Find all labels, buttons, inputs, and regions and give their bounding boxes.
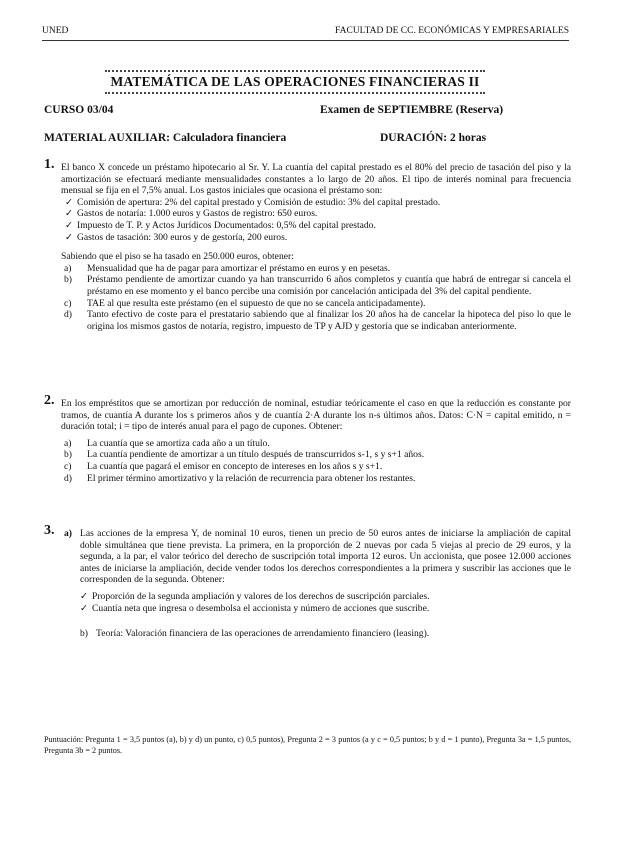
check-icon: ✓ [65, 208, 74, 220]
question-1-number: 1. [44, 157, 55, 172]
exam-title: MATEMÁTICA DE LAS OPERACIONES FINANCIERAS II [105, 70, 486, 94]
question-1-item [61, 263, 571, 275]
question-3-number: 3. [44, 523, 55, 538]
item-text: Tanto efectivo de coste para el prestatario sabiendo que al finalizar los 20 años ha de cancelar la hipoteca del piso lo que le origina los mismos gastos de notaría, registro, impuesto de TP y AJD y gestoría que se indicaban anteriormente. [87, 309, 571, 332]
item-text: La cuantía que pagará el emisor en concepto de intereses en los años s y s+1. [87, 460, 383, 472]
question-3b [80, 628, 571, 640]
question-2-intro: En los empréstitos que se amortizan por reducción de nominal, estudiar teóricamente el caso en que la reducción es constante por tramos, de cuantía A durante los s primeros años y de cuantía 2·A durante los n-s últimos años. Datos: C·N = capital emitido, n = duración total; i = tipo de interés anual para el pago de cupones. Obtener: [61, 398, 571, 433]
cost-item [65, 232, 571, 244]
question-2-number: 2. [44, 393, 55, 408]
item-letter: c) [64, 297, 72, 309]
check-text: Cuantía neta que ingresa o desembolsa el accionista y número de acciones que suscribe. [92, 602, 430, 614]
scoring-footer: Puntuación: Pregunta 1 = 3,5 puntos (a), b) y d) un punto, c) 0,5 puntos), Pregunta 2 = 3 puntos (a y c = 0,5 puntos; b y d = 1 punto), Pregunta 3a = 1,5 puntos, Pregunta 3b = 2 puntos. [44, 735, 571, 755]
question-3a-check [80, 591, 571, 603]
question-1-intro: El banco X concede un préstamo hipotecario al Sr. Y. La cuantía del capital prestado es el 80% del precio de tasación del piso y la amortización se efectuará mediante mensualidades constantes a lo largo de 20 años. El tipo de interés nominal para frecuencia mensual se fija en el 7,5% anual. Los gastos iniciales que ocasiona el préstamo son: [61, 162, 571, 197]
item-text: La cuantía que se amortiza cada año a un título. [87, 437, 270, 449]
title-wrap [90, 70, 500, 92]
question-1-item [61, 309, 571, 332]
item-letter: b) [64, 274, 72, 286]
material-label: MATERIAL AUXILIAR: Calculadora financiera [44, 132, 287, 144]
check-icon: ✓ [80, 590, 89, 602]
cost-item [65, 208, 571, 220]
item-letter: d) [64, 309, 72, 321]
item-text: TAE al que resulta este préstamo (en el supuesto de que no se cancela anticipadamente). [87, 297, 426, 309]
item-letter: b) [64, 449, 72, 461]
item-letter: c) [64, 460, 72, 472]
exam-label: Examen de SEPTIEMBRE (Reserva) [320, 104, 504, 116]
check-icon: ✓ [65, 219, 74, 231]
cost-item [65, 197, 571, 209]
item-letter: a) [64, 437, 72, 449]
cost-text: Gastos de tasación: 300 euros y de gestoría, 200 euros. [77, 231, 288, 243]
duration-label: DURACIÓN: 2 horas [380, 132, 487, 144]
question-2-item [61, 461, 571, 473]
item-text: La cuantía pendiente de amortizar a un título después de transcurridos s-1, s y s+1 años. [87, 449, 425, 461]
question-1 [44, 157, 571, 332]
header-university: UNED [42, 26, 69, 36]
question-3a-letter: a) [64, 528, 72, 539]
cost-text: Impuesto de T. P. y Actos Jurídicos Documentados: 0,5% del capital prestado. [77, 219, 376, 231]
question-1-item [61, 298, 571, 310]
course-label: CURSO 03/04 [44, 104, 114, 116]
item-letter: a) [64, 262, 72, 274]
header-faculty: FACULTAD DE CC. ECONÓMICAS Y EMPRESARIALES [335, 26, 569, 36]
check-icon: ✓ [65, 231, 74, 243]
item-letter: b) [80, 628, 88, 640]
cost-text: Gastos de notaría: 1.000 euros y Gastos de registro: 650 euros. [77, 208, 318, 220]
item-letter: d) [64, 472, 72, 484]
check-icon: ✓ [80, 602, 89, 614]
question-2-item [61, 438, 571, 450]
header-rule [42, 40, 569, 41]
question-3a-text: Las acciones de la empresa Y, de nominal 10 euros, tienen un precio de 50 euros antes de iniciarse la ampliación de capital doble simultánea que tiene prevista. La primera, en la proporción de 2 nuevas por cada 5 viejas al precio de 29 euros, y la segunda, a la par, el valor teórico del derecho de suscripción total importa 12 euros. Un accionista, que posee 12.000 acciones antes de iniciarse la ampliación, decide vender todos los derechos correspondientes a la primera y suscribir las acciones que le corresponden de la segunda. Obtener: [80, 528, 571, 586]
question-3 [44, 523, 571, 640]
cost-item [65, 220, 571, 232]
question-3a-check [80, 603, 571, 615]
meta-row-material [44, 132, 569, 144]
item-text: Teoría: Valoración financiera de las operaciones de arrendamiento financiero (leasing). [96, 628, 430, 640]
meta-row-course [44, 104, 569, 116]
item-text: Mensualidad que ha de pagar para amortizar el préstamo en euros y en pesetas. [87, 262, 391, 274]
check-icon: ✓ [65, 196, 74, 208]
check-text: Proporción de la segunda ampliación y valores de los derechos de suscripción parciales. [92, 590, 430, 602]
question-2 [44, 393, 571, 484]
item-text: El primer término amortizativo y la relación de recurrencia para obtener los restantes. [87, 472, 416, 484]
question-1-lead: Sabiendo que el piso se ha tasado en 250.000 euros, obtener: [61, 251, 294, 263]
question-2-item [61, 473, 571, 485]
cost-text: Comisión de apertura: 2% del capital prestado y Comisión de estudio: 3% del capital prestado. [77, 196, 441, 208]
question-1-item [61, 274, 571, 297]
item-text: Préstamo pendiente de amortizar cuando ya han transcurrido 6 años completos y cuantía que habrá de entregar si cancela el préstamo en ese momento y el banco percibe una comisión por cancelación anticipada del 3% del capital pendiente. [87, 274, 571, 297]
question-2-item [61, 449, 571, 461]
page-header [42, 26, 569, 40]
